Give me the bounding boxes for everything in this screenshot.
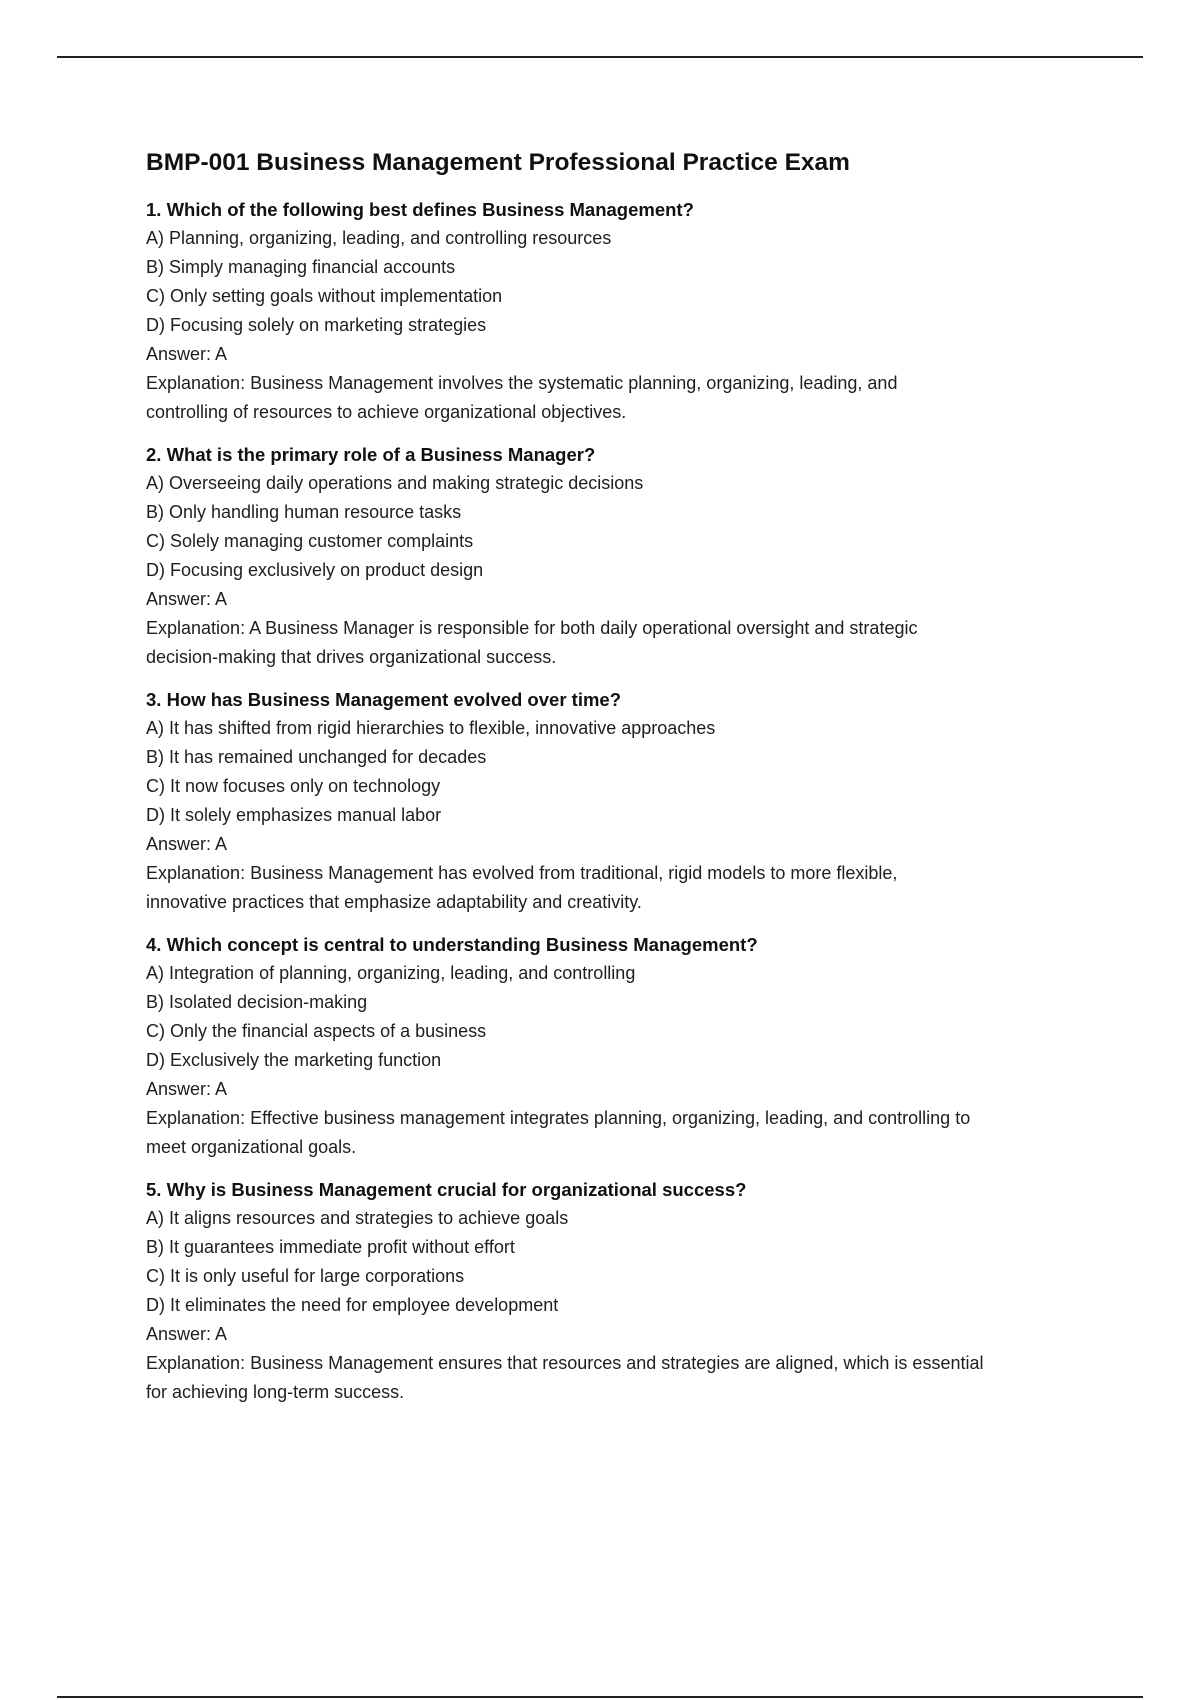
question-number: 4. [146,934,162,955]
explanation-line: Explanation: Business Management ensures that resources and strategies are aligned, which is essential [146,1353,984,1373]
answer-line: Answer: A [146,1324,228,1344]
question-number: 1. [146,199,162,220]
option-c: C) It now focuses only on technology [146,776,441,796]
question-block-5 [146,1175,1096,1407]
question-block-4 [146,930,1096,1162]
option-d: D) It solely emphasizes manual labor [146,805,442,825]
option-d: D) Exclusively the marketing function [146,1050,442,1070]
top-divider [57,56,1143,58]
option-d: D) It eliminates the need for employee development [146,1295,559,1315]
explanation-line: for achieving long-term success. [146,1382,405,1402]
explanation-line: Explanation: A Business Manager is responsible for both daily operational oversight and strategic [146,618,918,638]
option-d: D) Focusing exclusively on product design [146,560,484,580]
option-a: A) Integration of planning, organizing, leading, and controlling [146,963,636,983]
question-number: 2. [146,444,162,465]
question-text: Why is Business Management crucial for organizational success? [166,1179,747,1200]
answer-line: Answer: A [146,1079,228,1099]
question-heading [146,685,1096,714]
question-number: 5. [146,1179,162,1200]
option-a: A) It has shifted from rigid hierarchies to flexible, innovative approaches [146,718,716,738]
option-a: A) Planning, organizing, leading, and controlling resources [146,228,612,248]
question-heading [146,930,1096,959]
question-number: 3. [146,689,162,710]
explanation-line: innovative practices that emphasize adaptability and creativity. [146,892,642,912]
option-d: D) Focusing solely on marketing strategies [146,315,487,335]
question-heading [146,195,1096,224]
question-text: How has Business Management evolved over time? [166,689,621,710]
option-b: B) Isolated decision-making [146,992,368,1012]
option-a: A) Overseeing daily operations and making strategic decisions [146,473,644,493]
option-b: B) Only handling human resource tasks [146,502,462,522]
answer-line: Answer: A [146,834,228,854]
option-c: C) Solely managing customer complaints [146,531,474,551]
explanation-line: controlling of resources to achieve organizational objectives. [146,402,627,422]
question-text: Which concept is central to understanding Business Management? [166,934,758,955]
option-b: B) It has remained unchanged for decades [146,747,487,767]
option-c: C) Only setting goals without implementation [146,286,503,306]
question-text: Which of the following best defines Business Management? [166,199,694,220]
explanation-line: meet organizational goals. [146,1137,357,1157]
explanation-line: Explanation: Effective business management integrates planning, organizing, leading, and controlling to [146,1108,971,1128]
bottom-divider [57,1696,1143,1698]
option-b: B) Simply managing financial accounts [146,257,456,277]
option-a: A) It aligns resources and strategies to achieve goals [146,1208,569,1228]
document-body [146,146,1096,1420]
option-c: C) It is only useful for large corporations [146,1266,465,1286]
explanation-line: Explanation: Business Management involves the systematic planning, organizing, leading, and [146,373,898,393]
question-block-3 [146,685,1096,917]
explanation-line: Explanation: Business Management has evolved from traditional, rigid models to more flexible, [146,863,898,883]
option-b: B) It guarantees immediate profit without effort [146,1237,515,1257]
question-heading [146,1175,1096,1204]
question-block-2 [146,440,1096,672]
explanation-line: decision-making that drives organizational success. [146,647,557,667]
question-heading [146,440,1096,469]
question-block-1 [146,195,1096,427]
page-title: BMP-001 Business Management Professional Practice Exam [146,149,850,176]
answer-line: Answer: A [146,344,228,364]
question-text: What is the primary role of a Business Manager? [166,444,596,465]
answer-line: Answer: A [146,589,228,609]
option-c: C) Only the financial aspects of a business [146,1021,487,1041]
